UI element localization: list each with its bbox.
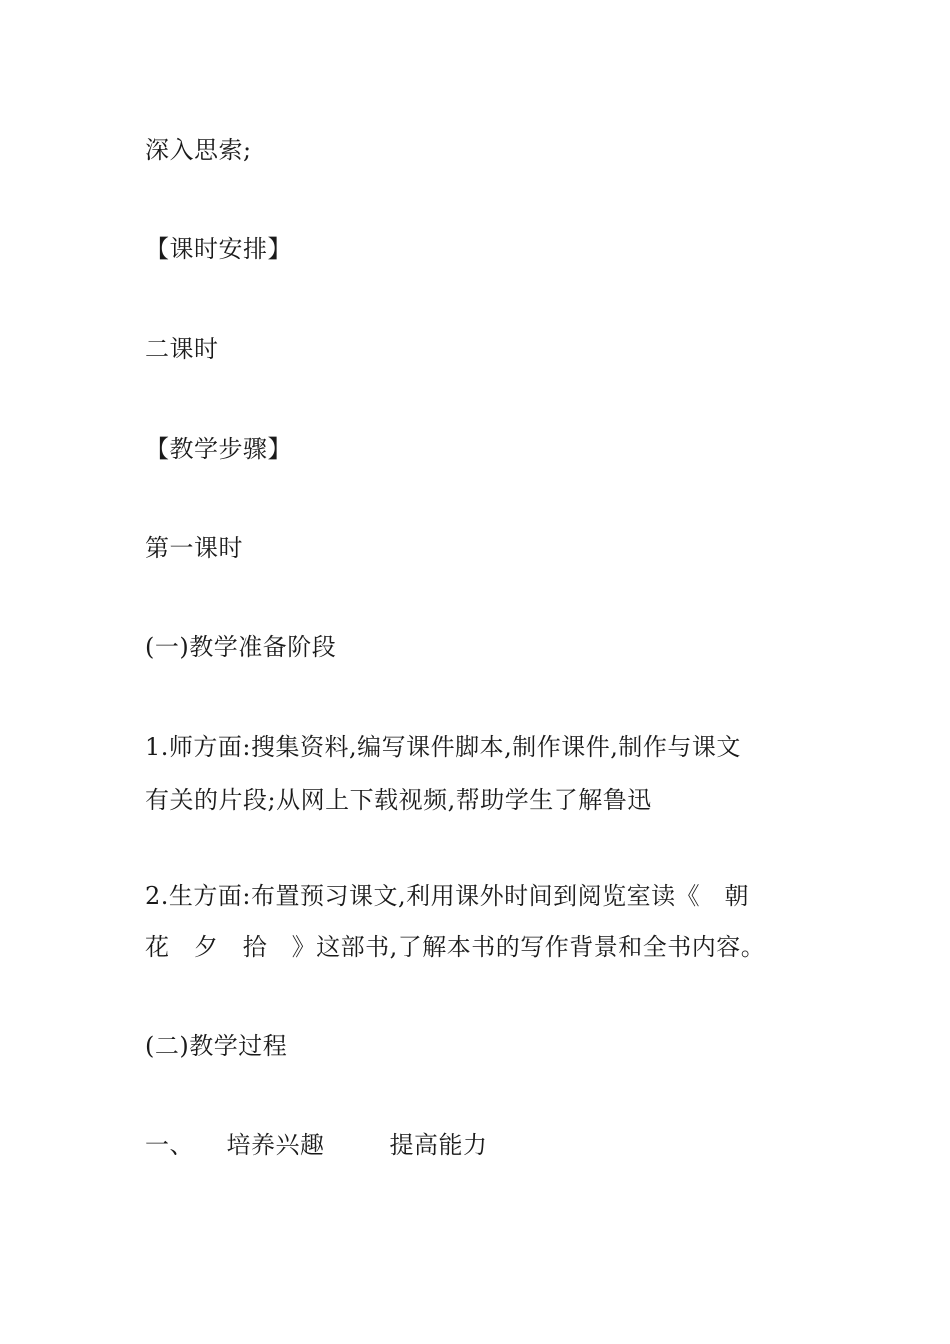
subheading-first-period: 第一课时	[145, 534, 243, 562]
section-heading-steps: 【教学步骤】	[145, 435, 292, 463]
item-heading-interest: 一、 培养兴趣 提高能力	[145, 1131, 488, 1159]
text-line-deep-thinking: 深入思索;	[145, 136, 252, 164]
section-heading-schedule: 【课时安排】	[145, 235, 292, 263]
subheading-teaching-process: (二)教学过程	[145, 1032, 288, 1060]
paragraph-teacher-line-1: 1.师方面:搜集资料,编写课件脚本,制作课件,制作与课文	[145, 733, 741, 761]
paragraph-student-line-1: 2.生方面:布置预习课文,利用课外时间到阅览室读《 朝	[145, 882, 749, 910]
paragraph-student-line-2: 花 夕 拾 》这部书,了解本书的写作背景和全书内容。	[145, 933, 766, 961]
paragraph-teacher-line-2: 有关的片段;从网上下载视频,帮助学生了解鲁迅	[145, 786, 652, 814]
text-line-two-periods: 二课时	[145, 335, 219, 363]
subheading-preparation-stage: (一)教学准备阶段	[145, 633, 337, 661]
